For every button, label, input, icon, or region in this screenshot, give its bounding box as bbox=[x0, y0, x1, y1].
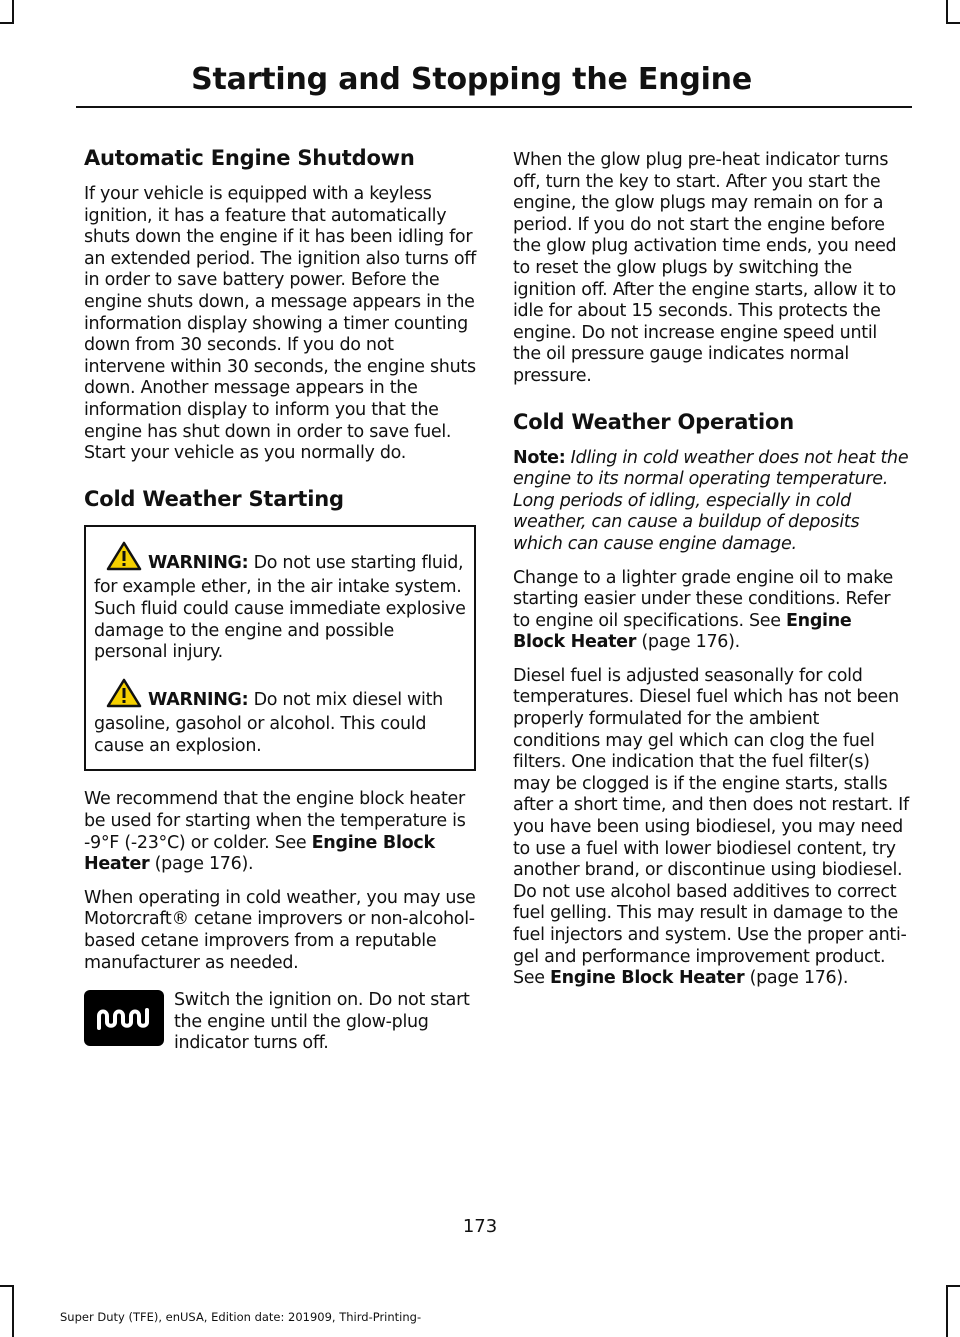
page-header-title: Starting and Stopping the Engine bbox=[191, 62, 752, 97]
note-label: Note: bbox=[513, 447, 566, 468]
header-rule bbox=[76, 106, 912, 108]
engine-block-heater-link[interactable]: Engine Block Heater bbox=[513, 610, 852, 653]
warning-label: WARNING: bbox=[148, 689, 249, 710]
glow-plug-text: Switch the ignition on. Do not start the engine until the glow-plug indicator turns off. bbox=[174, 990, 470, 1054]
crop-mark-bottom-right-vertical bbox=[946, 1285, 948, 1337]
cold-start-heading: Cold Weather Starting bbox=[84, 486, 344, 511]
page-reference: (page 176). bbox=[149, 854, 254, 875]
warning-label: WARNING: bbox=[148, 552, 249, 573]
diesel-fuel-text: Diesel fuel is adjusted seasonally for cold temperatures. Diesel fuel which has not been properly formulated for the ambient conditions may gel which can clog the fuel filters. One indication that the fuel filter(s) may be clogged is if the engine starts, stalls after a short time, and then does not restart. If you have been using biodiesel, you may need to use a fuel with lower biodiesel content, try another brand, or discontinue using biodiesel. Do not use alcohol based additives to correct fuel gelling. This may result in damage to the fuel injectors and system. Use the proper anti-gel and performance improvement product. See bbox=[513, 665, 909, 989]
diesel-fuel-paragraph bbox=[513, 666, 909, 990]
engine-block-heater-link[interactable]: Engine Block Heater bbox=[84, 832, 435, 875]
warning-triangle-icon bbox=[106, 541, 142, 578]
glow-plug-icon bbox=[84, 990, 164, 1046]
engine-oil-paragraph bbox=[513, 568, 909, 654]
warning-box bbox=[84, 525, 476, 772]
crop-mark-top-right-horizontal bbox=[946, 22, 960, 24]
right-column bbox=[513, 150, 909, 1002]
crop-mark-bottom-left-vertical bbox=[12, 1285, 14, 1337]
page-number: 173 bbox=[462, 1216, 498, 1237]
auto-shutdown-body: If your vehicle is equipped with a keyless ignition, it has a feature that automatically shuts down the engine if it has been idling for an extended period. The ignition also turns off in order to save battery power. Before the engine shuts down, a message appears in the information display showing a timer counting down from 30 seconds. If you do not intervene within 30 seconds, the engine shuts down. Another message appears in the information display to inform you that the engine has shut down in order to save fuel. Start your vehicle as you normally do. bbox=[84, 184, 476, 464]
crop-mark-top-right-vertical bbox=[946, 0, 948, 24]
glow-plug-instruction bbox=[84, 990, 476, 1055]
crop-mark-bottom-right-horizontal bbox=[946, 1285, 960, 1287]
crop-mark-bottom-left-horizontal bbox=[0, 1285, 14, 1287]
warning-triangle-icon bbox=[106, 678, 142, 715]
note-text: Idling in cold weather does not heat the engine to its normal operating temperature. Long periods of idling, especially in cold weather, can cause a buildup of deposits which can cause engine damage. bbox=[513, 447, 909, 554]
block-heater-text: We recommend that the engine block heater be used for starting when the temperature is -9°F (-23°C) or colder. See bbox=[84, 789, 466, 853]
left-column bbox=[84, 146, 476, 1055]
warning-item bbox=[94, 541, 466, 664]
crop-mark-top-left-horizontal bbox=[0, 22, 14, 24]
cold-operation-heading: Cold Weather Operation bbox=[513, 409, 794, 434]
warning-text: Do not mix diesel with gasoline, gasohol or alcohol. This could cause an explosion. bbox=[94, 689, 443, 756]
warning-text: Do not use starting fluid, for example ether, in the air intake system. Such fluid could cause immediate explosive damage to the engine and possible personal injury. bbox=[94, 552, 466, 663]
warning-item bbox=[94, 678, 466, 758]
engine-block-heater-link[interactable]: Engine Block Heater bbox=[550, 968, 745, 989]
page-reference: (page 176). bbox=[744, 968, 849, 989]
cold-operation-note bbox=[513, 448, 909, 556]
block-heater-paragraph bbox=[84, 789, 476, 875]
page-reference: (page 176). bbox=[636, 632, 740, 653]
engine-oil-text: Change to a lighter grade engine oil to make starting easier under these conditions. Refer to engine oil specifications. See bbox=[513, 567, 893, 631]
footer-edition: Super Duty (TFE), enUSA, Edition date: 201909, Third-Printing- bbox=[60, 1310, 422, 1324]
glow-plug-paragraph: When the glow plug pre-heat indicator turns off, turn the key to start. After you start the engine, the glow plugs may remain on for a period. If you do not start the engine before the glow plug activation time ends, you need to reset the glow plugs by switching the ignition off. After the engine starts, allow it to idle for about 15 seconds. This protects the engine. Do not increase engine speed until the oil pressure gauge indicates normal pressure. bbox=[513, 150, 897, 386]
crop-mark-top-left-vertical bbox=[12, 0, 14, 24]
cetane-paragraph: When operating in cold weather, you may use Motorcraft® cetane improvers or non-alcohol-based cetane improvers from a reputable manufacturer as needed. bbox=[84, 887, 476, 973]
auto-shutdown-heading: Automatic Engine Shutdown bbox=[84, 146, 415, 170]
